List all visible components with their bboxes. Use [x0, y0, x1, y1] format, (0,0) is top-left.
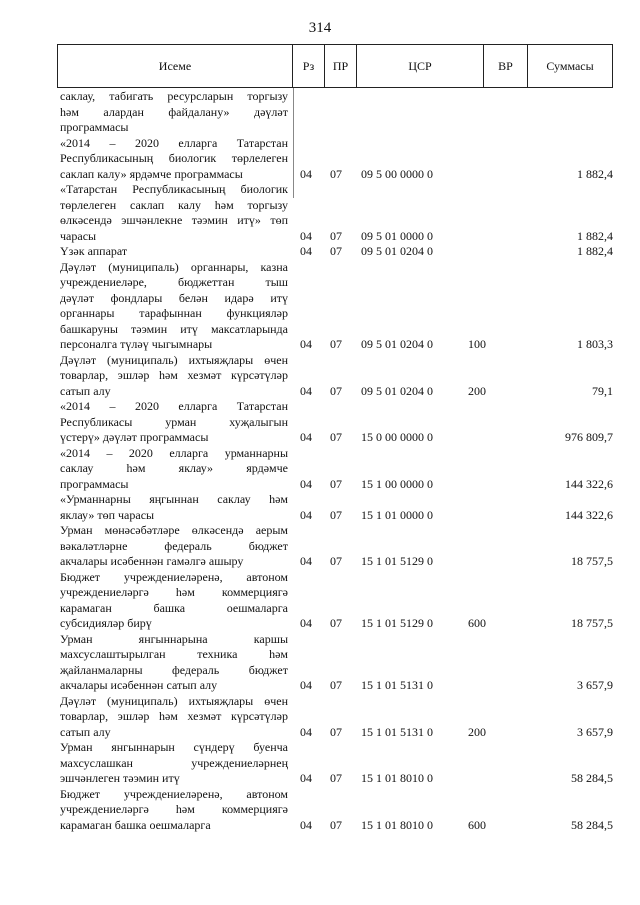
cell-rz: 04 [300, 383, 312, 398]
cell-sum: 1 882,4 [577, 228, 613, 243]
cell-csr: 09 5 01 0204 0 [361, 383, 433, 398]
page-number: 314 [308, 20, 332, 36]
cell-sum: 1 882,4 [577, 244, 613, 258]
row-name-line: «2014 – 2020 елларга Татарстан [60, 135, 288, 150]
cell-sum: 18 757,5 [571, 554, 613, 568]
row-name-line: органнары тарафыннан функцияләр [60, 306, 288, 320]
row-name [60, 523, 288, 570]
cell-pr: 07 [330, 337, 342, 351]
row-name [60, 570, 288, 632]
row-name [60, 740, 288, 787]
cell-rz: 04 [300, 678, 312, 692]
row-name-line: «2014 – 2020 елларга урманнарны [60, 445, 288, 460]
table-row [60, 136, 613, 183]
cell-vr: 600 [468, 817, 486, 832]
cell-sum: 79,1 [592, 383, 613, 398]
row-name-line: Дәүләт (муниципаль) органнары, казна [60, 259, 288, 274]
row-name-line: товарлар, эшләр һәм хезмәт күрсәтүләр [60, 368, 288, 382]
row-name-line: Республикасының биологик төрлелеген [60, 151, 288, 165]
row-name-line: сатып алу [60, 724, 111, 739]
row-name [60, 492, 288, 523]
table-row [60, 89, 613, 136]
column-header-pr: ПР [325, 45, 357, 87]
row-name-line: Урман янгыннарын сүндерү буенча [60, 740, 288, 754]
column-header-sum: Суммасы [546, 58, 594, 73]
row-name-line: «2014 – 2020 елларга Татарстан [60, 399, 288, 413]
table-row [60, 260, 613, 353]
cell-vr: 200 [468, 383, 486, 398]
cell-sum: 3 657,9 [577, 678, 613, 692]
cell-pr: 07 [330, 166, 342, 181]
table-row [60, 353, 613, 400]
table-header [57, 44, 613, 88]
cell-pr: 07 [330, 817, 342, 832]
column-header-rz: Рз [293, 45, 325, 87]
cell-rz: 04 [300, 771, 312, 785]
table-row [60, 694, 613, 741]
cell-pr: 07 [330, 678, 342, 692]
row-name [60, 446, 288, 493]
cell-csr: 15 1 01 8010 0 [361, 771, 433, 785]
cell-pr: 07 [330, 554, 342, 568]
cell-sum: 3 657,9 [577, 724, 613, 739]
cell-rz: 04 [300, 507, 312, 522]
row-name-line: саклау һәм яклау» ярдәмче [60, 461, 288, 475]
cell-vr: 100 [468, 337, 486, 351]
cell-csr: 09 5 00 0000 0 [361, 166, 433, 181]
row-name-line: Урман янгыннарына каршы [60, 631, 288, 646]
row-name-line: махсуслаштырылган техника һәм [60, 647, 288, 661]
row-name-line: Урман мөнәсәбәтләре өлкәсендә аерым [60, 523, 288, 537]
row-name [60, 182, 288, 244]
row-name-line: Бюджет учреждениеләренә, автоном [60, 569, 288, 584]
cell-pr: 07 [330, 430, 342, 444]
cell-rz: 04 [300, 244, 312, 258]
cell-vr: 600 [468, 616, 486, 630]
row-name-line: учреждениеләре, бюджеттан тыш [60, 275, 288, 289]
row-name-line: җайланмаларны федераль бюджет [60, 662, 288, 677]
cell-pr: 07 [330, 228, 342, 243]
cell-csr: 15 0 00 0000 0 [361, 430, 433, 444]
column-header-csr: ЦСР [357, 45, 484, 87]
cell-csr: 09 5 01 0000 0 [361, 228, 433, 243]
row-name-line: карамаган башка оешмаларга [60, 817, 211, 832]
cell-csr: 15 1 01 5129 0 [361, 616, 433, 630]
cell-csr: 15 1 01 5131 0 [361, 724, 433, 739]
cell-sum: 58 284,5 [571, 817, 613, 832]
row-name-line: үстерү» дәүләт программасы [60, 430, 209, 444]
column-header-name: Исеме [58, 45, 293, 87]
row-name-line: программасы [60, 476, 129, 491]
row-name-line: өлкәсендә эшчәнлекне тәэмин итү» төп [60, 213, 288, 227]
table-row [60, 182, 613, 244]
cell-pr: 07 [330, 771, 342, 785]
row-name-line: карамаган башка оешмаларга [60, 600, 288, 615]
row-name-line: учреждениеләргә һәм коммерциягә [60, 585, 288, 599]
row-name-line: Үзәк аппарат [60, 244, 128, 258]
cell-sum: 18 757,5 [571, 616, 613, 630]
table-row [60, 399, 613, 446]
cell-sum: 144 322,6 [565, 507, 613, 522]
row-name [60, 632, 288, 694]
table-body [60, 89, 613, 833]
row-name [60, 89, 288, 136]
table-row [60, 570, 613, 632]
row-name-line: чарасы [60, 228, 97, 243]
table-row [60, 523, 613, 570]
cell-pr: 07 [330, 507, 342, 522]
cell-pr: 07 [330, 476, 342, 491]
row-name-line: товарлар, эшләр һәм хезмәт күрсәтүләр [60, 709, 288, 723]
cell-rz: 04 [300, 724, 312, 739]
row-name-line: персоналга түләү чыгымнары [60, 337, 213, 351]
cell-csr: 15 1 01 5131 0 [361, 678, 433, 692]
cell-pr: 07 [330, 616, 342, 630]
row-name-line: Республикасы урман хуҗалыгын [60, 414, 288, 429]
cell-pr: 07 [330, 724, 342, 739]
row-name-line: акчалары исәбеннән сатып алу [60, 678, 218, 692]
cell-rz: 04 [300, 554, 312, 568]
row-name-line: һәм алардан файдалану» дәүләт [60, 104, 288, 119]
row-name [60, 694, 288, 741]
row-name [60, 787, 288, 834]
cell-sum: 1 803,3 [577, 337, 613, 351]
cell-sum: 1 882,4 [577, 166, 613, 181]
row-name-line: субсидияләр бирү [60, 616, 152, 630]
row-name-line: «Татарстан Республикасының биологик [60, 182, 288, 196]
row-name-line: төрлелеген саклап калу һәм торгызу [60, 197, 288, 212]
table-row [60, 740, 613, 787]
cell-rz: 04 [300, 817, 312, 832]
row-name-line: башкаруны тәэмин итү максатларында [60, 321, 288, 336]
table-row [60, 492, 613, 523]
row-name [60, 399, 288, 446]
column-header-vr: ВР [484, 45, 528, 87]
cell-rz: 04 [300, 337, 312, 351]
row-name-line: эшчәнлеген тәэмин итү [60, 771, 180, 785]
table-row [60, 632, 613, 694]
row-name-line: Бюджет учреждениеләренә, автоном [60, 786, 288, 801]
cell-csr: 15 1 01 8010 0 [361, 817, 433, 832]
cell-rz: 04 [300, 166, 312, 181]
row-name-line: махсуслашкан учреждениеләрнең [60, 755, 288, 770]
cell-rz: 04 [300, 228, 312, 243]
row-name [60, 260, 288, 353]
cell-csr: 09 5 01 0204 0 [361, 337, 433, 351]
row-name-line: яклау» төп чарасы [60, 507, 155, 522]
cell-pr: 07 [330, 244, 342, 258]
row-name [60, 244, 288, 260]
row-name-line: саклау, табигать ресурсларын торгызу [60, 89, 288, 103]
row-name-line: программасы [60, 120, 129, 134]
row-name-line: учреждениеләргә һәм коммерциягә [60, 802, 288, 816]
row-name-line: Дәүләт (муниципаль) ихтыяҗлары өчен [60, 352, 288, 367]
cell-sum: 58 284,5 [571, 771, 613, 785]
row-name-line: саклап калу» ярдәмче программасы [60, 166, 243, 181]
cell-csr: 15 1 00 0000 0 [361, 476, 433, 491]
table-row [60, 787, 613, 834]
cell-csr: 09 5 01 0204 0 [361, 244, 433, 258]
row-name-line: Дәүләт (муниципаль) ихтыяҗлары өчен [60, 693, 288, 708]
cell-rz: 04 [300, 616, 312, 630]
row-name-line: дәүләт фондлары белән идарә итү [60, 290, 288, 305]
cell-csr: 15 1 01 5129 0 [361, 554, 433, 568]
cell-rz: 04 [300, 476, 312, 491]
cell-pr: 07 [330, 383, 342, 398]
cell-sum: 144 322,6 [565, 476, 613, 491]
row-name-line: сатып алу [60, 383, 111, 398]
cell-sum: 976 809,7 [565, 430, 613, 444]
table-row [60, 446, 613, 493]
row-name-line: акчалары исәбеннән гамәлгә ашыру [60, 554, 244, 568]
table-row [60, 244, 613, 260]
row-name [60, 353, 288, 400]
row-name-line: вәкаләтләрне федераль бюджет [60, 538, 288, 553]
cell-vr: 200 [468, 724, 486, 739]
row-name-line: «Урманнарны яңгыннан саклау һәм [60, 492, 288, 506]
cell-rz: 04 [300, 430, 312, 444]
row-name [60, 136, 288, 183]
cell-csr: 15 1 01 0000 0 [361, 507, 433, 522]
